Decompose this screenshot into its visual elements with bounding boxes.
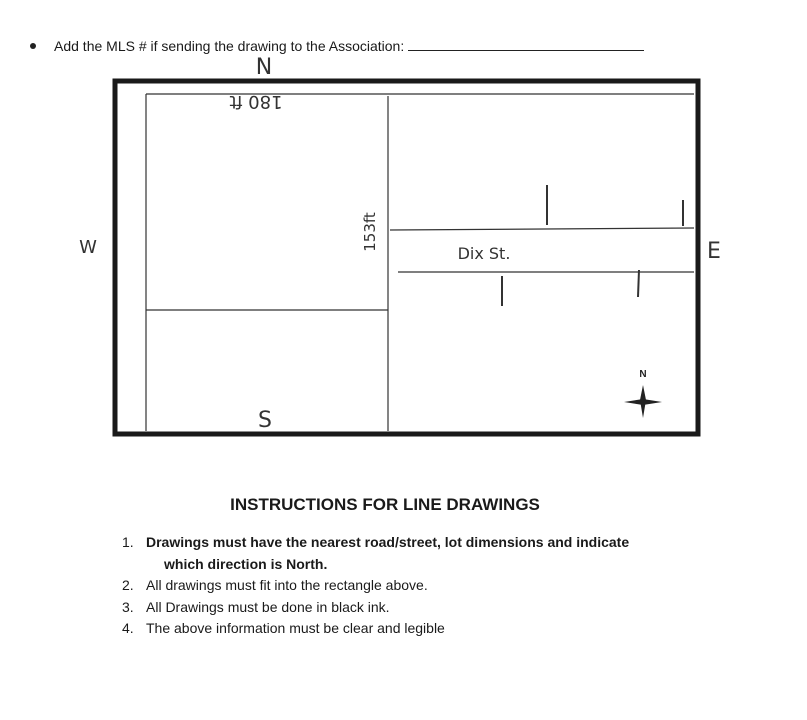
west-label: W: [79, 237, 97, 258]
instructions-title: INSTRUCTIONS FOR LINE DRAWINGS: [230, 495, 540, 514]
drawing-lines: [146, 94, 694, 431]
south-label: S: [258, 408, 272, 433]
instructions-list: [122, 532, 629, 640]
compass-north-label: N: [639, 369, 647, 380]
instruction-text: All drawings must fit into the rectangle above.: [146, 577, 428, 593]
street-top-line: [390, 228, 694, 230]
instruction-text: All Drawings must be done in black ink.: [146, 598, 390, 615]
list-item: 4. The above information must be clear and legible: [122, 618, 629, 640]
compass-icon: [624, 369, 662, 418]
instruction-text: Drawings must have the nearest road/street, lot dimensions and indicate: [146, 534, 630, 550]
north-label: N: [255, 55, 273, 80]
instruction-text-continued: which direction is North.: [164, 555, 328, 572]
list-item: 3. All Drawings must be done in black ink.: [122, 597, 629, 619]
instruction-text: The above information must be clear and legible: [146, 620, 445, 636]
drawing-frame: [115, 81, 698, 434]
street-label: Dix St.: [457, 244, 511, 263]
width-label: 180 ft: [229, 91, 283, 112]
depth-label: 153ft: [361, 212, 379, 252]
mls-label: Add the MLS # if sending the drawing to the Association:: [54, 38, 405, 54]
list-item: 2. All drawings must fit into the rectangle above.: [122, 575, 629, 597]
east-label: E: [707, 239, 721, 264]
list-item: 1. Drawings must have the nearest road/street, lot dimensions and indicate which direction is North.: [122, 532, 629, 575]
